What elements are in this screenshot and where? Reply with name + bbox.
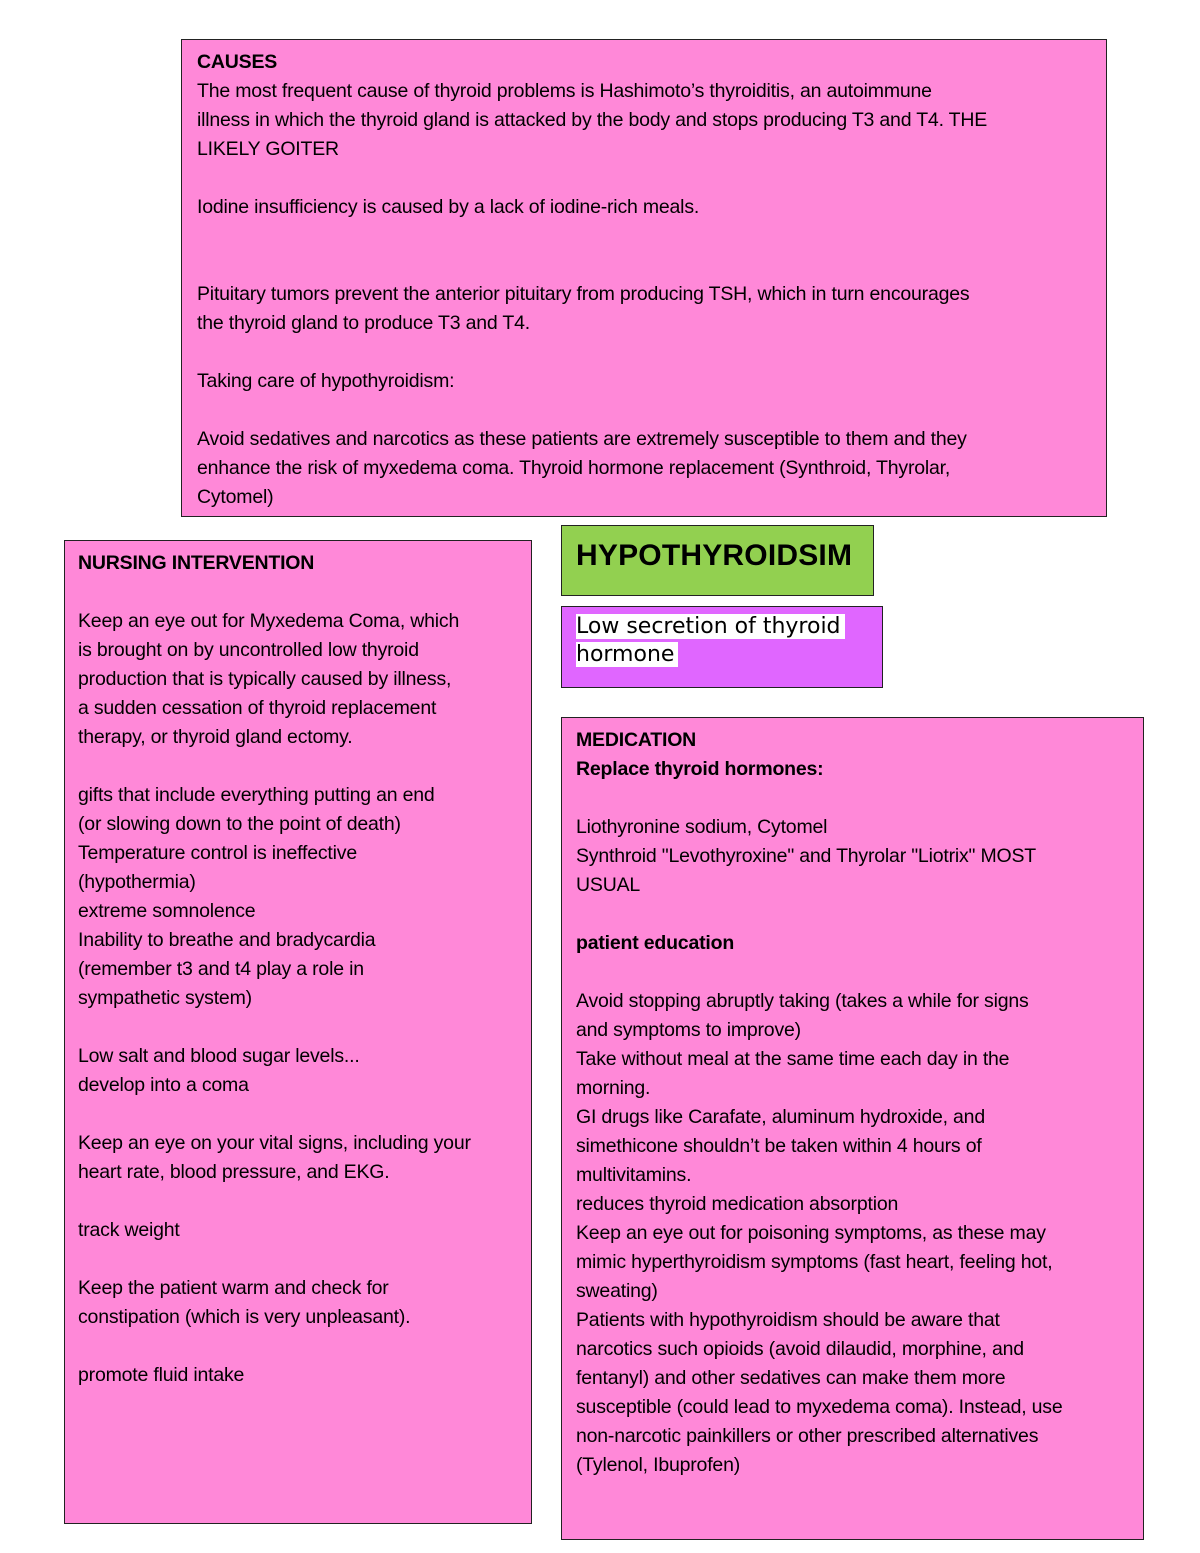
causes-hashimoto-text: The most frequent cause of thyroid problems is Hashimoto’s thyroiditis, an autoimmune illness in which the thyroid gland is attacked by the body and stops producing T3 and T4. THE LIKELY GOITER [197, 80, 988, 160]
nursing-salt-sugar-text: Low salt and blood sugar levels... develop into a coma [78, 1045, 360, 1096]
title-box [561, 525, 874, 596]
nursing-fluid-text: promote fluid intake [78, 1364, 245, 1386]
causes-avoid-sedatives-text: Avoid sedatives and narcotics as these patients are extremely susceptible to them and they enhance the risk of myxedema coma. Thyroid hormone replacement (Synthroid, Thyrolar, Cytomel) [197, 428, 967, 508]
nursing-heading: NURSING INTERVENTION [78, 552, 315, 574]
nursing-intervention-box [64, 540, 532, 1524]
nursing-vital-signs-text: Keep an eye on your vital signs, including your heart rate, blood pressure, and EKG. [78, 1132, 471, 1183]
definition-text: Low secretion of thyroid hormone [576, 614, 845, 667]
medication-heading: MEDICATION [576, 729, 697, 751]
causes-heading: CAUSES [197, 51, 278, 73]
page-title: HYPOTHYROIDSIM [576, 539, 853, 572]
causes-iodine-text: Iodine insufficiency is caused by a lack of iodine-rich meals. [197, 196, 700, 218]
nursing-myxedema-text: Keep an eye out for Myxedema Coma, which is brought on by uncontrolled low thyroid production that is typically caused by illness, a sudden cessation of thyroid replacement therapy, or thyroid gland ectomy. [78, 610, 460, 748]
nursing-weight-text: track weight [78, 1219, 180, 1241]
medication-box [561, 717, 1144, 1540]
patient-education-heading: patient education [576, 932, 735, 954]
medication-drugs-text: Liothyronine sodium, Cytomel Synthroid "Levothyroxine" and Thyrolar "Liotrix" MOST USUAL [576, 816, 1037, 896]
causes-box [181, 39, 1107, 517]
patient-education-text: Avoid stopping abruptly taking (takes a while for signs and symptoms to improve) Take without meal at the same time each day in the morning. GI drugs like Carafate, aluminum hydroxide, and simethicone shouldn’t be taken within 4 hours of multivitamins. reduces thyroid medication absorption Keep an eye out for poisoning symptoms, as these may mimic hyperthyroidism symptoms (fast heart, feeling hot, sweating) Patients with hypothyroidism should be aware that narcotics such opioids (avoid dilaudid, morphine, and fentanyl) and other sedatives can make them more susceptible (could lead to myxedema coma). Instead, use non-narcotic painkillers or other prescribed alternatives (Tylenol, Ibuprofen) [576, 990, 1063, 1476]
nursing-signs-text: gifts that include everything putting an end (or slowing down to the point of death) Temperature control is ineffective (hypothermia) extreme somnolence Inability to breathe and bradycardia (remember t3 and t4 play a role in sympathetic system) [78, 784, 435, 1009]
definition-box [561, 606, 883, 688]
causes-pituitary-text: Pituitary tumors prevent the anterior pituitary from producing TSH, which in turn encourages the thyroid gland to produce T3 and T4. [197, 283, 970, 334]
nursing-warm-text: Keep the patient warm and check for constipation (which is very unpleasant). [78, 1277, 411, 1328]
medication-subheading: Replace thyroid hormones: [576, 758, 824, 780]
causes-care-heading: Taking care of hypothyroidism: [197, 370, 455, 392]
